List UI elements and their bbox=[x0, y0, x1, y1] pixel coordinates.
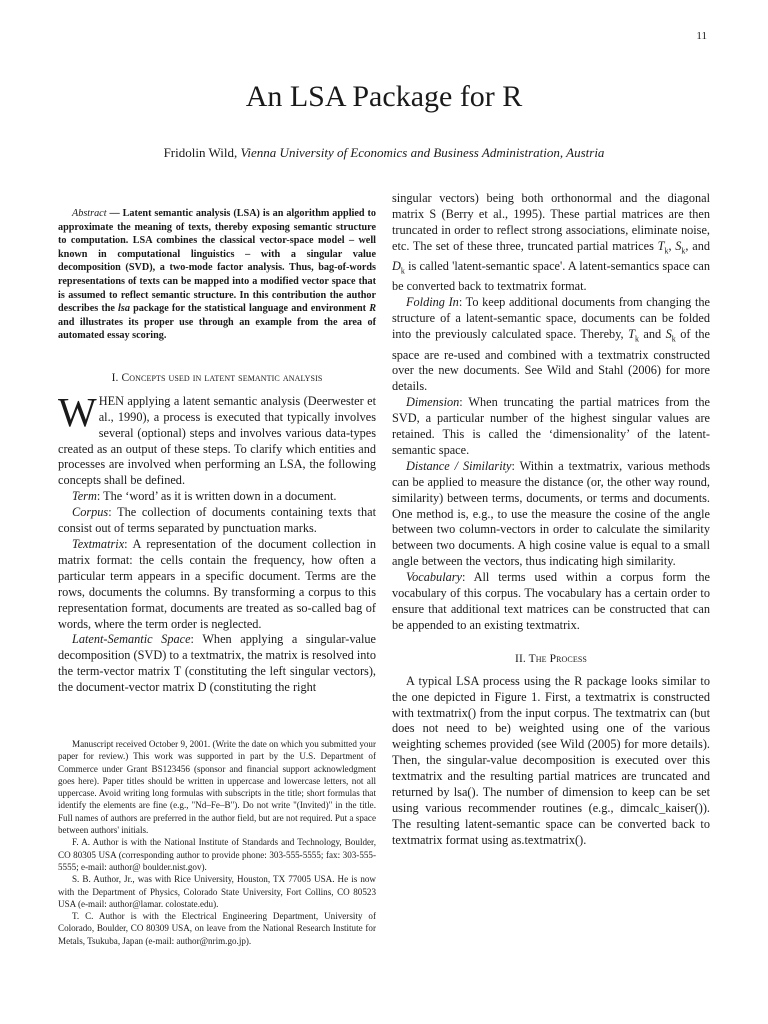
matrix-d: D bbox=[392, 259, 401, 274]
author-line bbox=[0, 145, 768, 161]
author-affiliation: Vienna University of Economics and Business Administration, Austria bbox=[240, 145, 605, 160]
def-label: Corpus bbox=[72, 505, 109, 520]
abstract-text-3: and illustrates its proper use through an example from the area of automated essay scoring. bbox=[58, 316, 376, 342]
definition-term bbox=[58, 489, 376, 505]
abstract bbox=[58, 207, 376, 343]
right-column bbox=[392, 191, 710, 849]
def-text: : When applying a singular-value decomposition (SVD) to a textmatrix, the matrix is resolved into the term-vector matrix T (constituting the left singular vectors), the document-vector matrix D (constituting the right bbox=[58, 632, 376, 695]
abstract-r: R bbox=[369, 303, 376, 315]
def-label: Dimension bbox=[406, 395, 460, 410]
folding-text-1: : To keep additional documents from changing the structure of a latent-semantic space, documents can be folded into the previously calculated space. Thereby, bbox=[392, 295, 710, 342]
and-text: , and bbox=[685, 238, 710, 253]
abstract-text-2: package for the statistical language and environment bbox=[129, 303, 370, 315]
definition-distance bbox=[392, 459, 710, 570]
cont-text-2: is called 'latent-semantic space'. A latent-semantics space can be converted back to textmatrix format. bbox=[392, 259, 710, 294]
definition-dimension bbox=[392, 395, 710, 459]
def-text: : The collection of documents containing texts that consist out of terms separated by punctuation marks. bbox=[58, 505, 376, 536]
section-heading-process bbox=[392, 652, 710, 668]
section-first-letter: T bbox=[528, 652, 536, 665]
subscript-k: k bbox=[681, 246, 686, 256]
def-label: Textmatrix bbox=[72, 537, 125, 551]
abstract-dash: — bbox=[106, 208, 123, 219]
def-text: : Within a textmatrix, various methods can be applied to measure the distance (or, the other way round, similarity) between terms, documents, or terms and documents. One method is, e.g., to use the measure the cosine of the angle between two column-vectors in order to calculate the similarity between two documents. A high cosine value is equal to a small angle between the vectors, thus indicating high similarity. bbox=[392, 458, 711, 569]
subscript-k: k bbox=[400, 266, 405, 276]
page-number: 11 bbox=[696, 30, 707, 42]
and-text: and bbox=[638, 327, 666, 342]
comma: , bbox=[668, 238, 676, 253]
footnote bbox=[58, 738, 376, 947]
definition-corpus bbox=[58, 505, 376, 537]
def-label: Distance / Similarity bbox=[406, 458, 512, 473]
abstract-label: Abstract bbox=[72, 208, 107, 219]
def-label: Latent-Semantic Space bbox=[72, 632, 191, 647]
intro-paragraph bbox=[58, 388, 376, 489]
section-numeral: II. bbox=[515, 652, 526, 665]
footnote-author-tc: T. C. Author is with the Electrical Engineering Department, University of Colorado, Boulder, CO 80309 USA, on leave from the National Research Institute for Metals, Tsukuba, Japan (e-mail: author@nrim.go.jp). bbox=[58, 911, 376, 946]
section-first-letter: C bbox=[121, 371, 130, 384]
folding-text-2: of the space are re-used and combined with a textmatrix constructed over the new documents. See Wild and Stahl (2006) for more details. bbox=[392, 327, 710, 394]
cont-text-1: singular vectors) being both orthonormal and the diagonal matrix S (Berry et al., 1995). These partial matrices are then truncated in order to reflect strong associations, eliminate noise, etc. The set of these three, truncated partial matrices bbox=[392, 191, 710, 253]
section-title-rest: he Process bbox=[535, 652, 587, 665]
section-title-rest: oncepts used in latent semantic analysis bbox=[129, 371, 323, 384]
matrix-t: T bbox=[628, 327, 635, 342]
footnote-manuscript: Manuscript received October 9, 2001. (Write the date on which you submitted your paper for review.) This work was supported in part by the U.S. Department of Commerce under Grant BS123456 (sponsor and financial support acknowledgment goes here). Paper titles should be written in uppercase and lowercase letters, not all uppercase. Avoid writing long formulas with subscripts in the title; short formulas that identify the elements are fine (e.g., "Nd–Fe–B"). Do not write "(Invited)" in the title. Full names of authors are preferred in the author field, but are not required. Put a space between authors' initials. bbox=[58, 739, 376, 836]
left-column bbox=[58, 207, 376, 696]
def-label: Term bbox=[72, 489, 97, 504]
matrix-s: S bbox=[665, 327, 672, 342]
subscript-k: k bbox=[664, 246, 669, 256]
def-label: Folding In bbox=[406, 295, 459, 310]
section-heading-concepts bbox=[58, 371, 376, 387]
footnote-author-sb: S. B. Author, Jr., was with Rice University, Houston, TX 77005 USA. He is now with the Department of Physics, Colorado State University, Fort Collins, CO 80523 USA (e-mail: author@lamar. colostate.edu). bbox=[58, 874, 376, 909]
drop-cap: W bbox=[58, 388, 97, 435]
definition-vocabulary bbox=[392, 570, 710, 634]
author-name: Fridolin Wild, bbox=[163, 145, 238, 160]
definition-textmatrix bbox=[58, 537, 376, 632]
def-text: : The ‘word’ as it is written down in a document. bbox=[96, 489, 337, 504]
continued-paragraph bbox=[392, 191, 710, 295]
subscript-k: k bbox=[671, 334, 676, 344]
definition-latent-semantic-space bbox=[58, 632, 376, 696]
def-text: : When truncating the partial matrices from the SVD, a particular number of the highest singular values are retained. This is called the ‘dimensionality’ of the latent-semantic space. bbox=[392, 395, 710, 457]
process-paragraph: A typical LSA process using the R package looks similar to the one depicted in Figure 1. First, a textmatrix is constructed with textmatrix() from the input corpus. The textmatrix can (but does not need to be) weighted using one of the various weighting schemes provided (see Wild (2005) for more details). Then, the singular-value decomposition is executed over this textmatrix and the resulting partial matrices are truncated and returned by lsa(). The number of dimension to keep can be set using various recommender routines (e.g., dimcalc_kaiser()). The resulting latent-semantic space can be converted back to textmatrix format using as.textmatrix(). bbox=[392, 673, 710, 847]
subscript-k: k bbox=[634, 334, 639, 344]
matrix-s: S bbox=[675, 238, 682, 253]
definition-folding-in bbox=[392, 295, 710, 395]
intro-text: HEN applying a latent semantic analysis (Deerwester et al., 1990), a process is executed that typically involves several (optional) steps and involves various data-types created as an output of these steps. To clarify which entities and processes are involved when performing an LSA, the following concepts shall be defined. bbox=[58, 393, 376, 488]
def-text: : All terms used within a corpus form the vocabulary of this corpus. The vocabulary has a certain order to ensure that additional text matrices can be constructed that can be appended to an existing textmatrix. bbox=[392, 570, 710, 632]
def-label: Vocabulary bbox=[406, 570, 463, 585]
abstract-text-1: Latent semantic analysis (LSA) is an algorithm applied to approximate the meaning of texts, thereby exposing semantic structure to computation. LSA combines the classical vector-space model – well known in computational linguistics – with a singular value decomposition (SVD), a two-mode factor analysis. Thus, bag-of-words representations of texts can be mapped into a modified vector space that is assumed to reflect semantic structure. In this contribution the author describes the bbox=[58, 208, 377, 315]
def-text: : A representation of the document collection in matrix format: the cells contain the frequency, how often a particular term appears in a specific document. Terms are the rows, documents the columns. By transforming a corpus to this representation format, documents are treated as so-called bag of words, where the term order is neglected. bbox=[58, 537, 376, 631]
matrix-t: T bbox=[657, 238, 665, 253]
abstract-lsa: lsa bbox=[118, 303, 130, 315]
section-numeral: I. bbox=[111, 371, 119, 384]
footnote-author-fa: F. A. Author is with the National Institute of Standards and Technology, Boulder, CO 80305 USA (corresponding author to provide phone: 303-555-5555; fax: 303-555-5555; e-mail: author@ boulder.nist.gov). bbox=[58, 837, 376, 872]
paper-title: An LSA Package for R bbox=[245, 80, 523, 113]
